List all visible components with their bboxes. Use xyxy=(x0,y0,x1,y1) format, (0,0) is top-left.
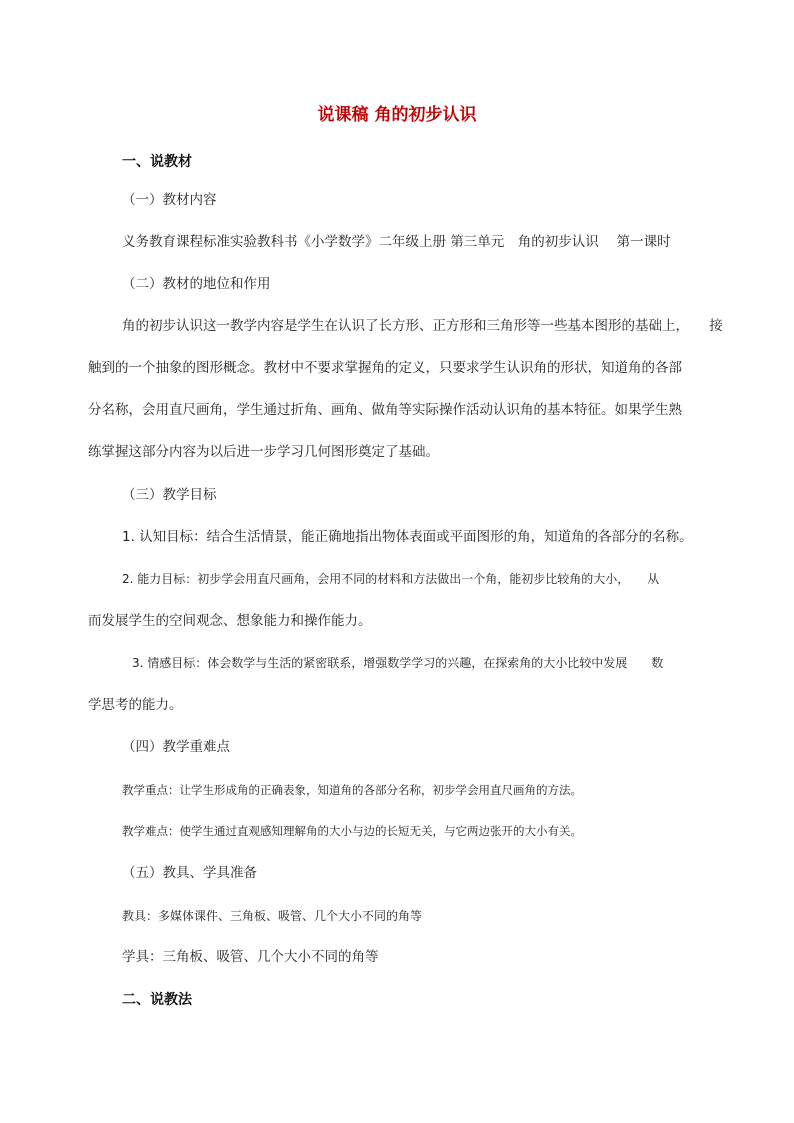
role-paragraph-line: 触到的一个抽象的图形概念。教材中不要求掌握角的定义，只要求学生认识角的形状，知道角的各部 xyxy=(88,360,682,376)
subheading-role: （二）教材的地位和作用 xyxy=(122,276,271,292)
section-heading-textbook: 一、说教材 xyxy=(122,154,192,170)
subheading-goals: （三）教学目标 xyxy=(122,487,217,503)
goal-ability-line1: 2. 能力目标：初步学会用直尺画角，会用不同的材料和方法做出一个角，能初步比较角的大小， 从 xyxy=(122,572,660,586)
document-title: 说课稿 角的初步认识 xyxy=(317,105,477,125)
goal-emotion-line2: 学思考的能力。 xyxy=(88,697,183,713)
subheading-content: （一）教材内容 xyxy=(122,192,217,208)
key-point: 教学重点：让学生形成角的正确表象，知道角的各部分名称，初步学会用直尺画角的方法。 xyxy=(122,783,582,797)
role-paragraph-line: 练掌握这部分内容为以后进一步学习几何图形奠定了基础。 xyxy=(88,444,439,460)
content-line: 义务教育课程标准实验教科书《小学数学》二年级上册 第三单元 角的初步认识 第一课时 xyxy=(122,234,671,250)
teaching-aids: 教具：多媒体课件、三角板、吸管、几个大小不同的角等 xyxy=(122,909,423,923)
learning-aids: 学具：三角板、吸管、几个大小不同的角等 xyxy=(122,949,379,965)
goal-cognitive: 1. 认知目标：结合生活情景，能正确地指出物体表面或平面图形的角，知道角的各部分的名称。 xyxy=(122,529,693,545)
section-heading-method: 二、说教法 xyxy=(122,992,192,1008)
goal-ability-line2: 而发展学生的空间观念、想象能力和操作能力。 xyxy=(88,613,372,629)
role-paragraph-line: 分名称，会用直尺画角，学生通过折角、画角、做角等实际操作活动认识角的基本特征。如果学生熟 xyxy=(88,402,682,418)
role-paragraph-line: 角的初步认识这一教学内容是学生在认识了长方形、正方形和三角形等一些基本图形的基础上， 接 xyxy=(122,318,723,334)
goal-emotion-line1: 3. 情感目标：体会数学与生活的紧密联系，增强数学学习的兴趣，在探索角的大小比较中发展 数 xyxy=(132,656,664,670)
subheading-key-points: （四）教学重难点 xyxy=(122,739,230,755)
difficult-point: 教学难点：使学生通过直观感知理解角的大小与边的长短无关，与它两边张开的大小有关。 xyxy=(122,824,582,838)
subheading-aids: （五）教具、学具准备 xyxy=(122,865,257,881)
